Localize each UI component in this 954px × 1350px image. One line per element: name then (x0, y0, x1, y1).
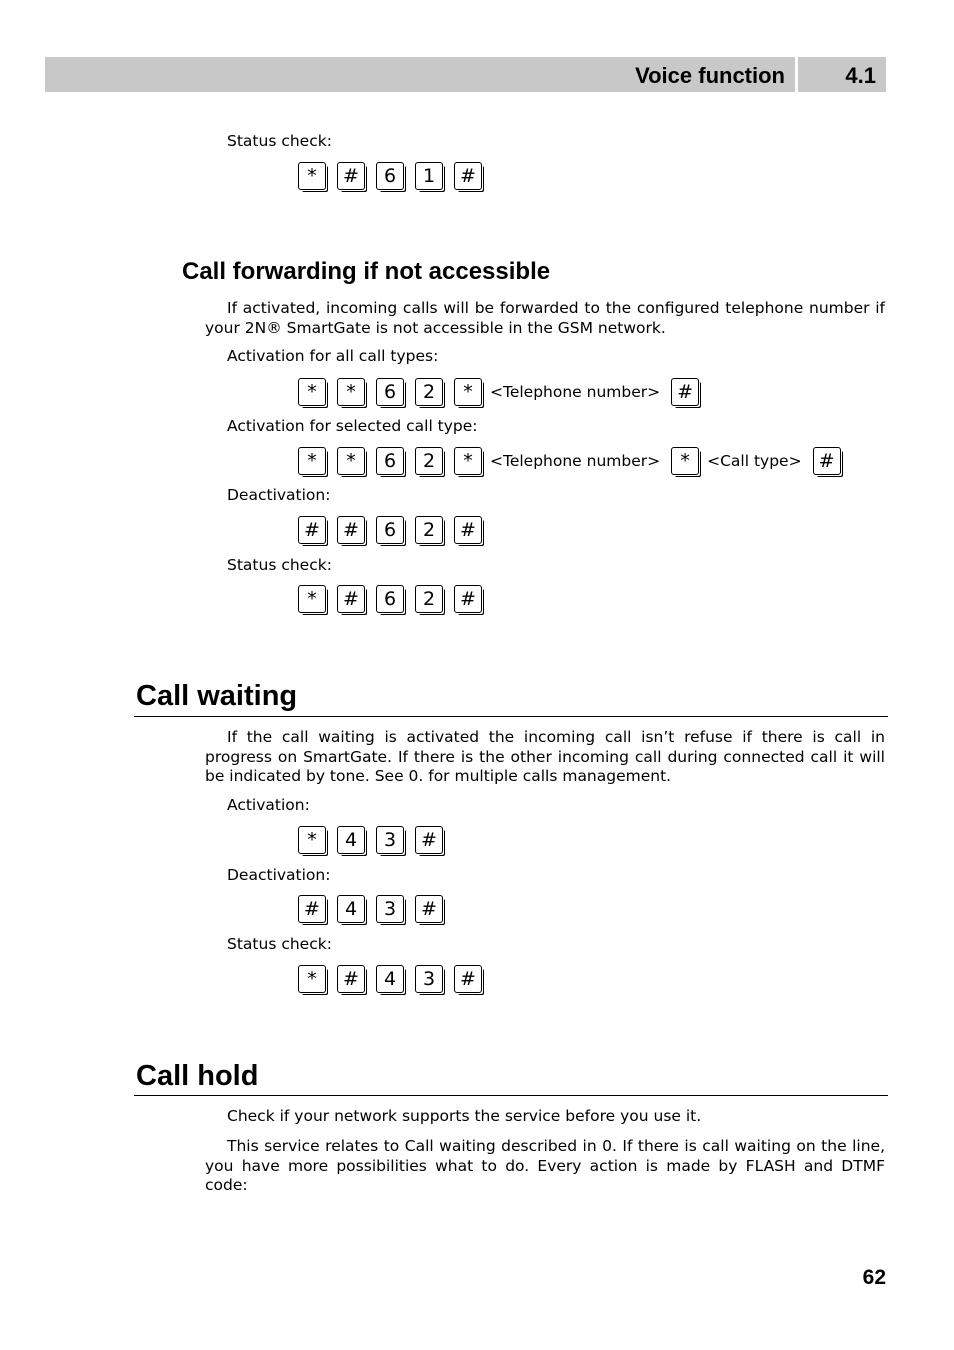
key-hash: # (298, 516, 326, 544)
key-sequence (298, 515, 493, 545)
telephone-number-placeholder: <Telephone number> (490, 452, 661, 470)
telephone-number-placeholder: <Telephone number> (490, 383, 661, 401)
paragraph: This service relates to Call waiting described in 0. If there is call waiting on the line, you have more possibilities what to do. Every action is made by FLASH and DTMF code: (205, 1137, 885, 1194)
key-hash: # (671, 378, 699, 406)
key-hash: # (454, 516, 482, 544)
key-star: * (298, 162, 326, 190)
key-star: * (298, 585, 326, 613)
key-sequence (298, 825, 454, 855)
key-4: 4 (337, 826, 365, 854)
key-6: 6 (376, 162, 404, 190)
key-star: * (298, 826, 326, 854)
key-hash: # (415, 826, 443, 854)
status-check-label: Status check: (227, 132, 332, 150)
key-sequence (298, 161, 493, 191)
header-section-number: 4.1 (845, 63, 876, 88)
key-star: * (298, 378, 326, 406)
call-type-placeholder: <Call type> (707, 452, 802, 470)
paragraph: If the call waiting is activated the incoming call isn’t refuse if there is call in progress on SmartGate. If there is the other incoming call during connected call it will be indicated by tone. See 0. for multiple calls management. (205, 728, 885, 785)
activation-selected-label: Activation for selected call type: (227, 417, 478, 435)
key-sequence (298, 584, 493, 614)
key-2: 2 (415, 585, 443, 613)
key-6: 6 (376, 378, 404, 406)
header-title: Voice function (635, 63, 785, 88)
key-hash: # (337, 162, 365, 190)
key-star: * (454, 447, 482, 475)
section-heading: Call forwarding if not accessible (182, 258, 551, 285)
key-hash: # (454, 965, 482, 993)
deactivation-label: Deactivation: (227, 866, 331, 884)
key-4: 4 (337, 895, 365, 923)
key-hash: # (813, 447, 841, 475)
section-heading: Call hold (136, 1060, 259, 1092)
key-group (298, 378, 493, 406)
key-hash: # (454, 585, 482, 613)
deactivation-label: Deactivation: (227, 486, 331, 504)
key-hash: # (415, 895, 443, 923)
status-check-label: Status check: (227, 556, 332, 574)
section-heading: Call waiting (136, 680, 298, 712)
key-2: 2 (415, 516, 443, 544)
key-star: * (298, 965, 326, 993)
key-hash: # (337, 965, 365, 993)
key-group (298, 447, 493, 475)
key-hash: # (337, 585, 365, 613)
page-number: 62 (862, 1266, 886, 1289)
key-2: 2 (415, 447, 443, 475)
paragraph: Check if your network supports the service before you use it. (227, 1107, 702, 1125)
heading-rule (134, 716, 888, 717)
key-3: 3 (376, 895, 404, 923)
heading-rule (134, 1095, 888, 1096)
key-star: * (298, 447, 326, 475)
key-6: 6 (376, 585, 404, 613)
key-hash: # (298, 895, 326, 923)
key-star: * (337, 378, 365, 406)
key-4: 4 (376, 965, 404, 993)
key-sequence (298, 964, 493, 994)
key-3: 3 (376, 826, 404, 854)
key-hash: # (337, 516, 365, 544)
key-sequence (298, 894, 454, 924)
activation-all-label: Activation for all call types: (227, 347, 439, 365)
key-1: 1 (415, 162, 443, 190)
key-star: * (454, 378, 482, 406)
key-sequence (298, 377, 710, 407)
key-3: 3 (415, 965, 443, 993)
key-star: * (671, 447, 699, 475)
status-check-label: Status check: (227, 935, 332, 953)
key-6: 6 (376, 516, 404, 544)
activation-label: Activation: (227, 796, 310, 814)
key-sequence (298, 446, 852, 476)
paragraph: If activated, incoming calls will be forwarded to the configured telephone number if your 2N® SmartGate is not accessible in the GSM network. (205, 299, 885, 337)
key-2: 2 (415, 378, 443, 406)
key-star: * (337, 447, 365, 475)
key-6: 6 (376, 447, 404, 475)
key-hash: # (454, 162, 482, 190)
